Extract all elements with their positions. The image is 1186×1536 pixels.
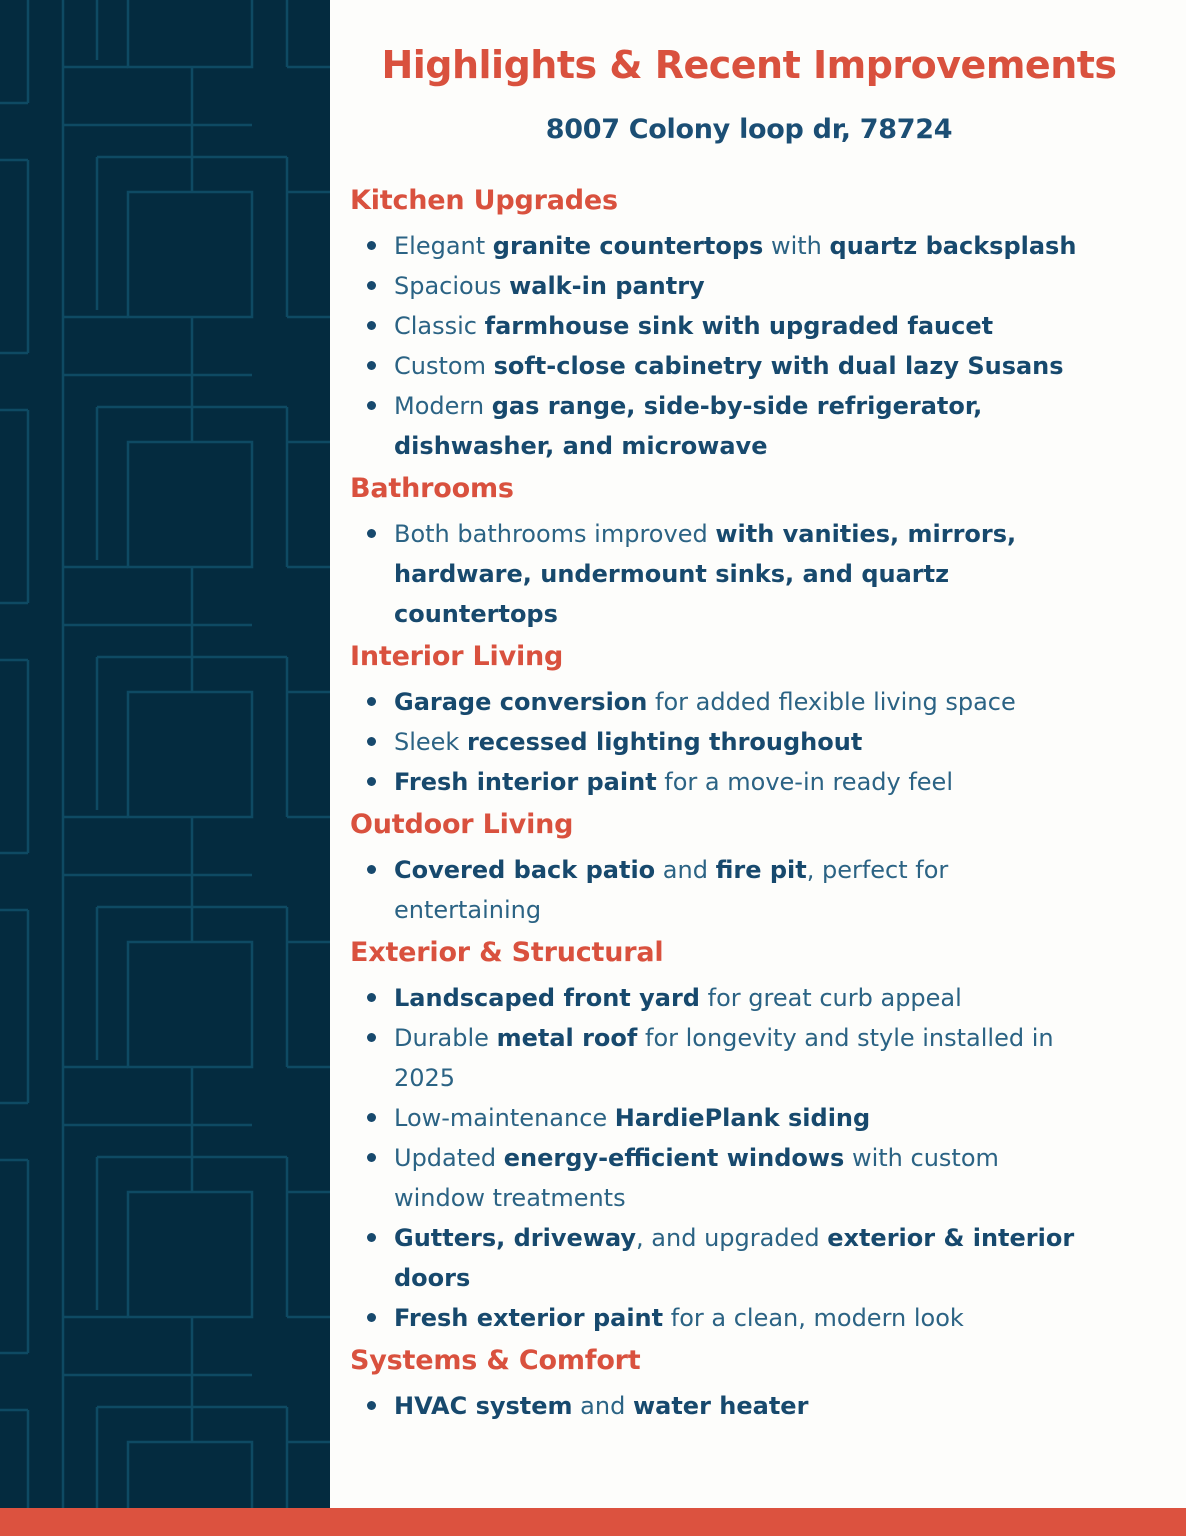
list-item-text-segment: and: [655, 855, 716, 884]
list-item: [350, 722, 1148, 762]
list-item-text-segment: Spacious: [394, 271, 510, 300]
list-item: [350, 1298, 1148, 1338]
list-item-text-segment: granite countertops: [492, 231, 764, 260]
list-item-text-segment: for added flexible living space: [647, 687, 1016, 716]
list-item-text-segment: doors: [394, 1263, 471, 1292]
list-item-text-segment: Landscaped front yard: [394, 983, 700, 1012]
list-item: [350, 1386, 1148, 1426]
list-item: [350, 1018, 1148, 1098]
list-item-text-segment: with: [763, 231, 830, 260]
list-item-text-segment: hardware, undermount sinks, and quartz: [394, 559, 950, 588]
list-item-text-segment: Fresh interior paint: [394, 767, 657, 796]
list-item-text-segment: quartz backsplash: [829, 231, 1077, 260]
list-item-text-segment: Low-maintenance: [394, 1103, 615, 1132]
list-item-text-segment: countertops: [394, 599, 558, 628]
list-item-text-segment: Elegant: [394, 231, 493, 260]
list-item-text-segment: soft-close cabinetry with dual lazy Susans: [493, 351, 1064, 380]
list-item-text-segment: , and upgraded: [636, 1223, 828, 1252]
list-item-text-segment: Sleek: [394, 727, 467, 756]
list-item: [350, 978, 1148, 1018]
list-item: [350, 346, 1148, 386]
list-item-text-segment: Classic: [394, 311, 485, 340]
list-item-text-segment: , perfect for: [806, 855, 949, 884]
list-item: [350, 386, 1148, 466]
section-list: [350, 226, 1148, 466]
content-section: [350, 1341, 1148, 1426]
list-item: [350, 514, 1148, 634]
section-list: [350, 1386, 1148, 1426]
sidebar: [0, 0, 330, 1508]
list-item-text-segment: Gutters, driveway: [394, 1223, 637, 1252]
section-list: [350, 682, 1148, 802]
list-item-text-segment: and: [572, 1391, 633, 1420]
list-item-text-segment: walk-in pantry: [509, 271, 705, 300]
section-list: [350, 514, 1148, 634]
list-item-text-segment: for great curb appeal: [700, 983, 962, 1012]
footer-accent-bar: [0, 1508, 1186, 1536]
section-heading: Exterior & Structural: [350, 936, 664, 968]
list-item-text-segment: Modern: [394, 391, 492, 420]
list-item-text-segment: with vanities, mirrors,: [715, 519, 1017, 548]
content-section: [350, 933, 1148, 1338]
list-item: [350, 266, 1148, 306]
list-item-text-segment: HVAC system: [394, 1391, 573, 1420]
content-section: [350, 181, 1148, 466]
list-item: [350, 306, 1148, 346]
section-list: [350, 850, 1148, 930]
list-item-text-segment: HardiePlank siding: [614, 1103, 871, 1132]
list-item-text-segment: recessed lighting throughout: [466, 727, 863, 756]
section-list: [350, 978, 1148, 1338]
list-item-text-segment: Covered back patio: [394, 855, 656, 884]
list-item: [350, 1098, 1148, 1138]
list-item-text-segment: 2025: [394, 1063, 456, 1092]
section-heading: Bathrooms: [350, 472, 514, 504]
content-area: [330, 0, 1186, 1508]
list-item-text-segment: exterior & interior: [827, 1223, 1075, 1252]
list-item: [350, 762, 1148, 802]
list-item-text-segment: energy-efficient windows: [503, 1143, 845, 1172]
sections-container: [350, 181, 1148, 1426]
content-section: [350, 637, 1148, 802]
list-item-text-segment: water heater: [632, 1391, 809, 1420]
list-item-text-segment: Fresh exterior paint: [394, 1303, 664, 1332]
section-heading: Kitchen Upgrades: [350, 184, 618, 216]
page-subtitle: 8007 Colony loop dr, 78724: [545, 113, 953, 145]
list-item-text-segment: dishwasher, and microwave: [394, 431, 768, 460]
list-item-text-segment: gas range, side-by-side refrigerator,: [491, 391, 983, 420]
list-item: [350, 682, 1148, 722]
list-item-text-segment: entertaining: [394, 895, 542, 924]
list-item-text-segment: fire pit: [715, 855, 807, 884]
list-item: [350, 226, 1148, 266]
sidebar-pattern: [0, 0, 330, 1508]
section-heading: Outdoor Living: [350, 808, 574, 840]
page-title: Highlights & Recent Improvements: [381, 43, 1117, 87]
section-heading: Systems & Comfort: [350, 1344, 641, 1376]
list-item-text-segment: window treatments: [394, 1183, 626, 1212]
list-item-text-segment: for longevity and style installed in: [637, 1023, 1054, 1052]
list-item-text-segment: Both bathrooms improved: [394, 519, 716, 548]
list-item-text-segment: Updated: [394, 1143, 504, 1172]
list-item-text-segment: Custom: [394, 351, 494, 380]
section-heading: Interior Living: [350, 640, 564, 672]
list-item: [350, 850, 1148, 930]
list-item-text-segment: metal roof: [496, 1023, 638, 1052]
list-item: [350, 1138, 1148, 1218]
list-item: [350, 1218, 1148, 1298]
list-item-text-segment: for a move-in ready feel: [656, 767, 953, 796]
list-item-text-segment: with custom: [844, 1143, 999, 1172]
list-item-text-segment: for a clean, modern look: [663, 1303, 964, 1332]
content-section: [350, 805, 1148, 930]
list-item-text-segment: farmhouse sink with upgraded faucet: [484, 311, 994, 340]
list-item-text-segment: Garage conversion: [394, 687, 648, 716]
content-section: [350, 469, 1148, 634]
list-item-text-segment: Durable: [394, 1023, 497, 1052]
